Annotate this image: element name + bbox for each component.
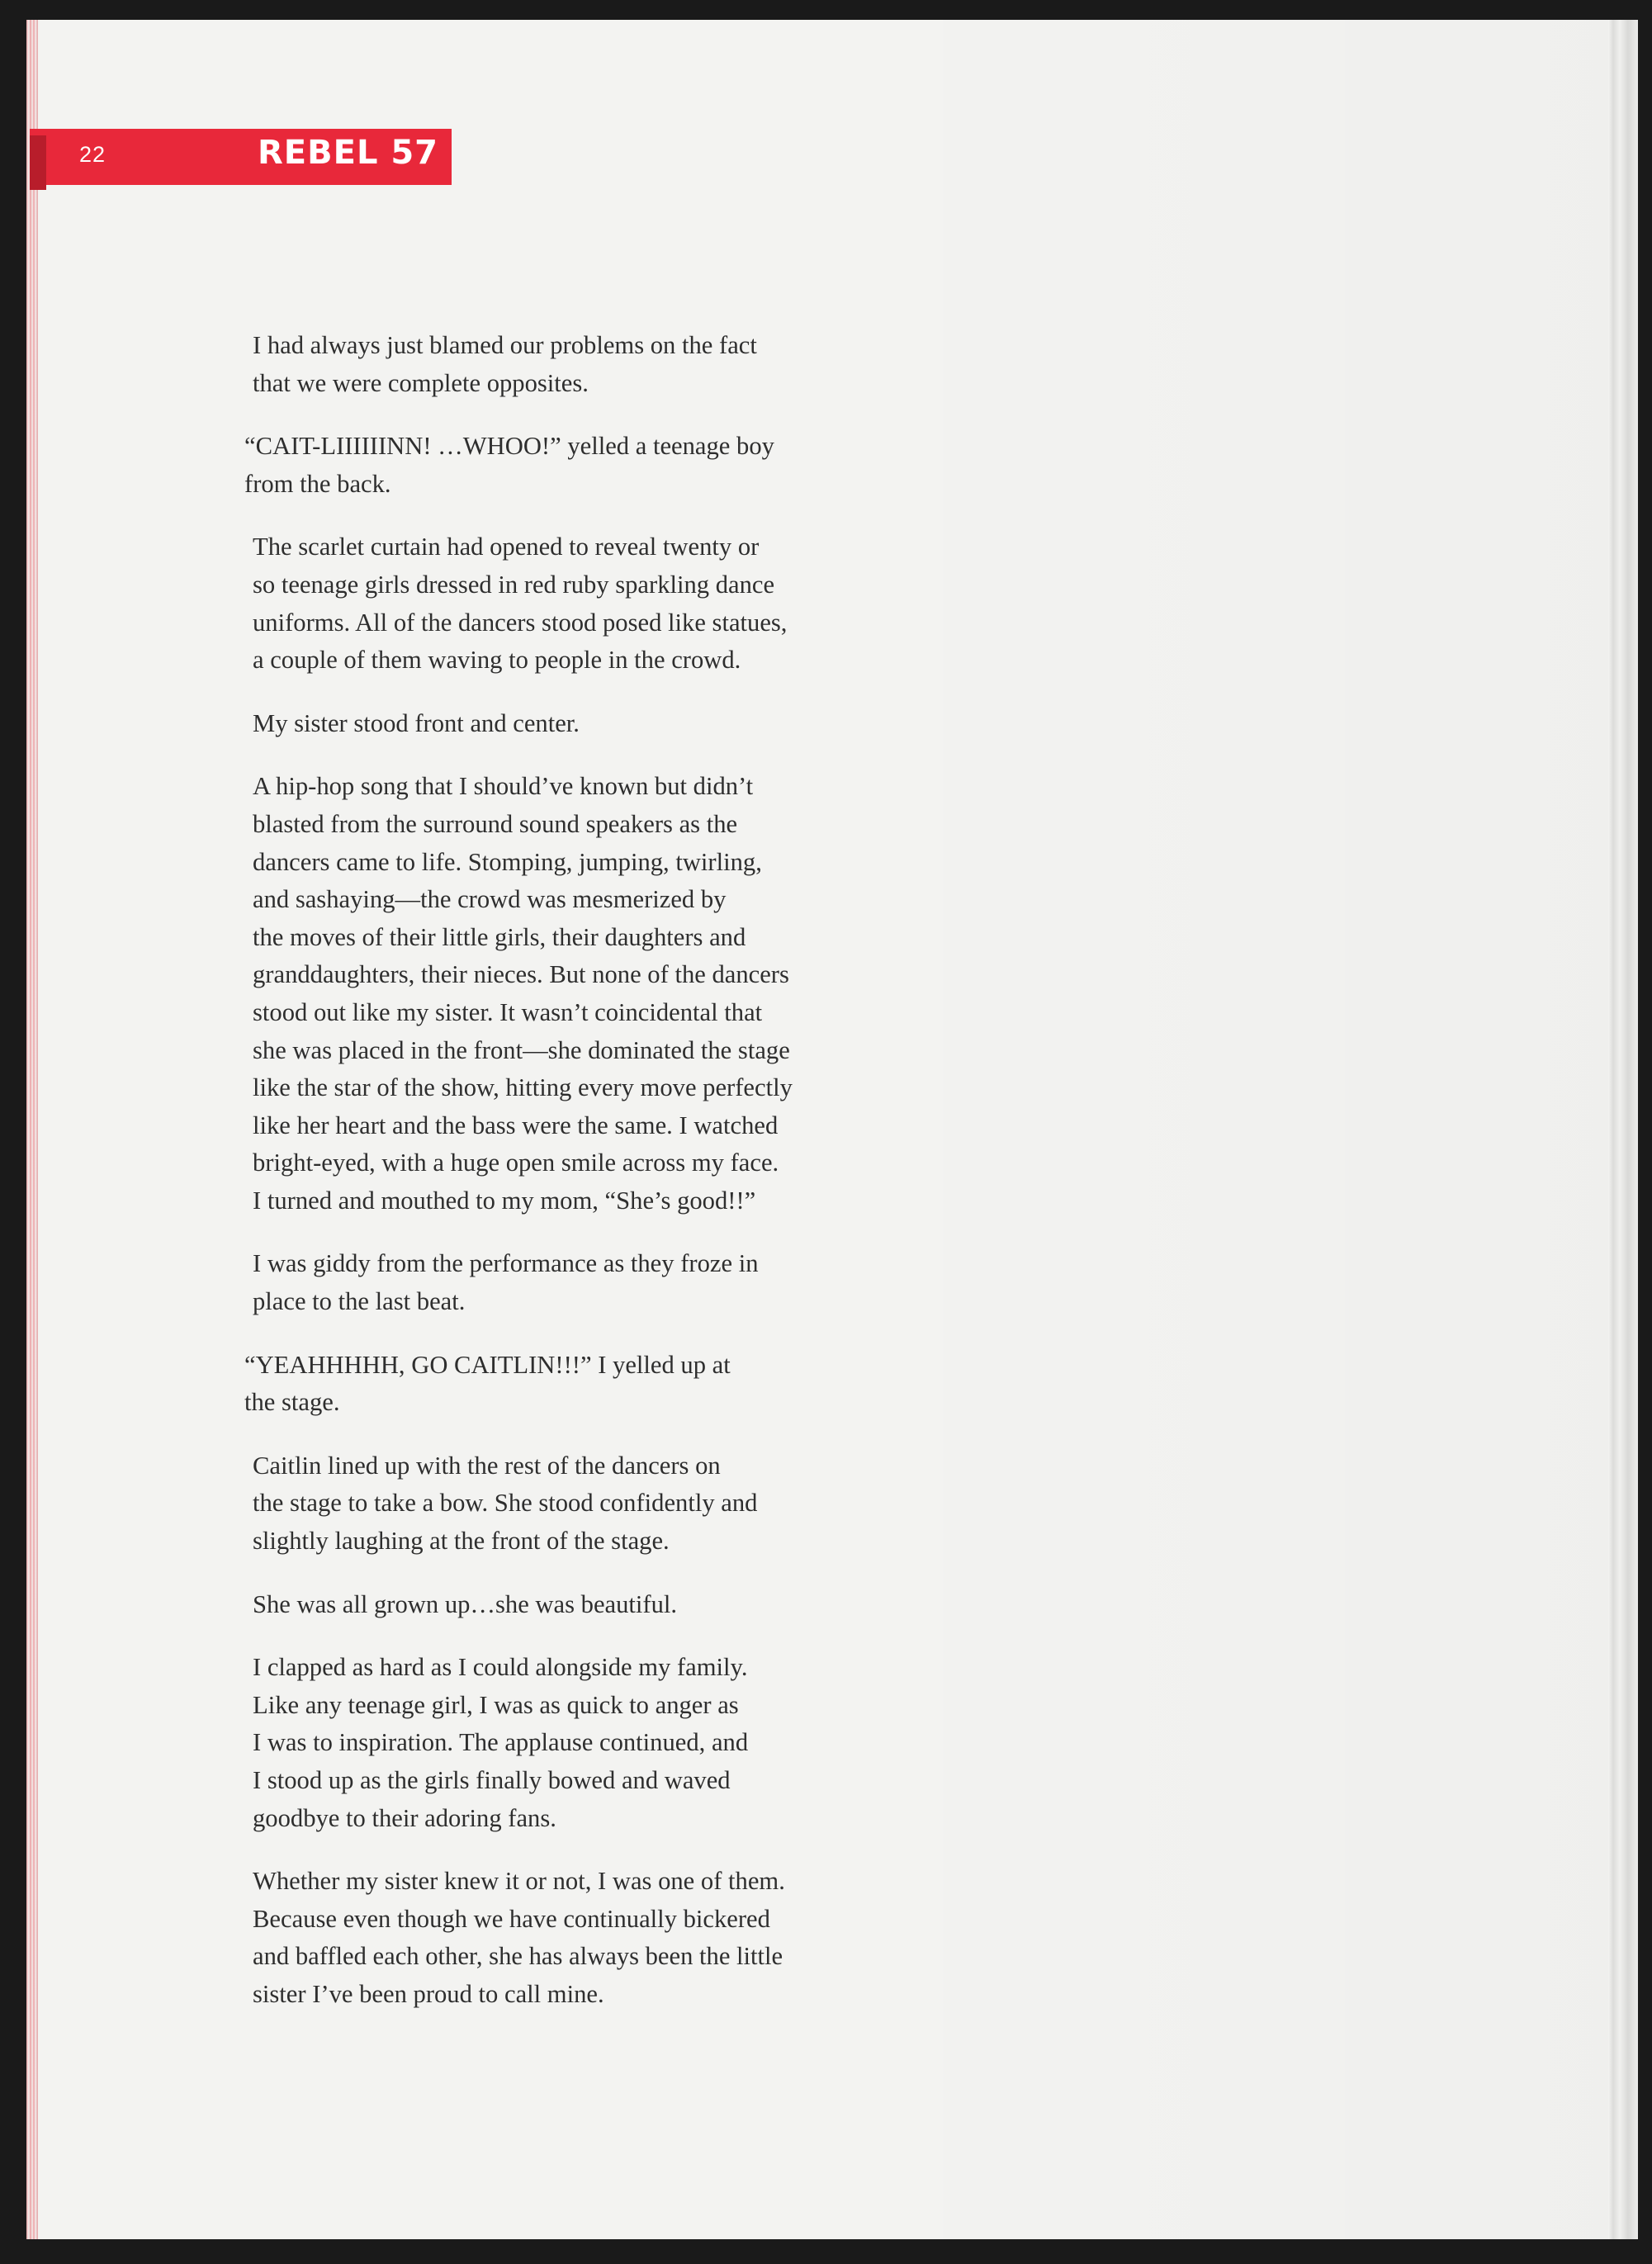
text-line: Whether my sister knew it or not, I was one of them. <box>253 1867 785 1896</box>
text-line: She was all grown up…she was beautiful. <box>253 1589 678 1618</box>
text-line: I was to inspiration. The applause continued, and <box>253 1728 749 1757</box>
text-line: like the star of the show, hitting every move perfectly <box>253 1073 793 1102</box>
page-right-edge <box>1608 20 1638 2239</box>
text-line: A hip-hop song that I should’ve known but didn’t <box>253 772 754 801</box>
paragraph <box>253 1586 880 1624</box>
text-line: she was placed in the front—she dominated the stage <box>253 1035 790 1064</box>
text-line: uniforms. All of the dancers stood posed like statues, <box>253 608 788 637</box>
text-line: sister I’ve been proud to call mine. <box>253 1979 604 2008</box>
text-line: “YEAHHHHH, GO CAITLIN!!!” I yelled up at <box>244 1350 731 1379</box>
text-line: like her heart and the bass were the same. I watched <box>253 1111 779 1139</box>
text-line: slightly laughing at the front of the stage. <box>253 1527 670 1556</box>
text-line: I stood up as the girls finally bowed and waved <box>253 1766 731 1794</box>
text-line: the stage to take a bow. She stood confidently and <box>253 1489 758 1518</box>
text-line: a couple of them waving to people in the crowd. <box>253 646 741 675</box>
text-line: that we were complete opposites. <box>253 368 589 397</box>
text-line: Because even though we have continually bickered <box>253 1904 770 1933</box>
text-line: so teenage girls dressed in red ruby sparkling dance <box>253 570 775 599</box>
text-line: stood out like my sister. It wasn’t coincidental that <box>253 997 763 1026</box>
paragraph <box>253 1245 880 1320</box>
paragraph <box>253 327 880 402</box>
page-edge-stripes <box>26 20 38 2239</box>
paragraph <box>244 1347 880 1422</box>
paragraph <box>253 768 880 1220</box>
header-tab-fold <box>30 135 46 190</box>
text-line: bright-eyed, with a huge open smile across my face. <box>253 1149 779 1177</box>
text-line: granddaughters, their nieces. But none of the dancers <box>253 960 789 989</box>
text-line: the moves of their little girls, their daughters and <box>253 922 746 951</box>
text-line: from the back. <box>244 469 391 498</box>
text-line: and baffled each other, she has always been the little <box>253 1942 783 1971</box>
paragraph <box>253 705 880 743</box>
running-title: REBEL 57 <box>258 134 439 172</box>
paragraph <box>253 1447 880 1561</box>
text-line: Caitlin lined up with the rest of the dancers on <box>253 1451 721 1480</box>
page-number: 22 <box>79 142 107 167</box>
paragraph <box>244 428 880 503</box>
text-line: The scarlet curtain had opened to reveal twenty or <box>253 533 760 561</box>
text-line: blasted from the surround sound speakers as the <box>253 809 738 838</box>
text-line: place to the last beat. <box>253 1287 466 1316</box>
text-line: I clapped as hard as I could alongside my family. <box>253 1653 748 1682</box>
paragraph <box>253 528 880 679</box>
text-line: I was giddy from the performance as they froze in <box>253 1249 759 1278</box>
text-line: My sister stood front and center. <box>253 708 580 737</box>
text-line: goodbye to their adoring fans. <box>253 1803 556 1832</box>
text-line: “CAIT-LIIIIIINN! …WHOO!” yelled a teenage boy <box>244 432 774 461</box>
show-through-shadow <box>842 20 1608 2239</box>
text-line: Like any teenage girl, I was as quick to anger as <box>253 1690 739 1719</box>
text-line: dancers came to life. Stomping, jumping, twirling, <box>253 847 762 876</box>
text-line: the stage. <box>244 1388 340 1417</box>
body-text <box>244 327 880 2039</box>
paragraph <box>253 1863 880 2013</box>
text-line: I turned and mouthed to my mom, “She’s good!!” <box>253 1186 756 1215</box>
text-line: I had always just blamed our problems on the fact <box>253 331 757 359</box>
text-line: and sashaying—the crowd was mesmerized by <box>253 885 727 914</box>
paragraph <box>253 1649 880 1837</box>
